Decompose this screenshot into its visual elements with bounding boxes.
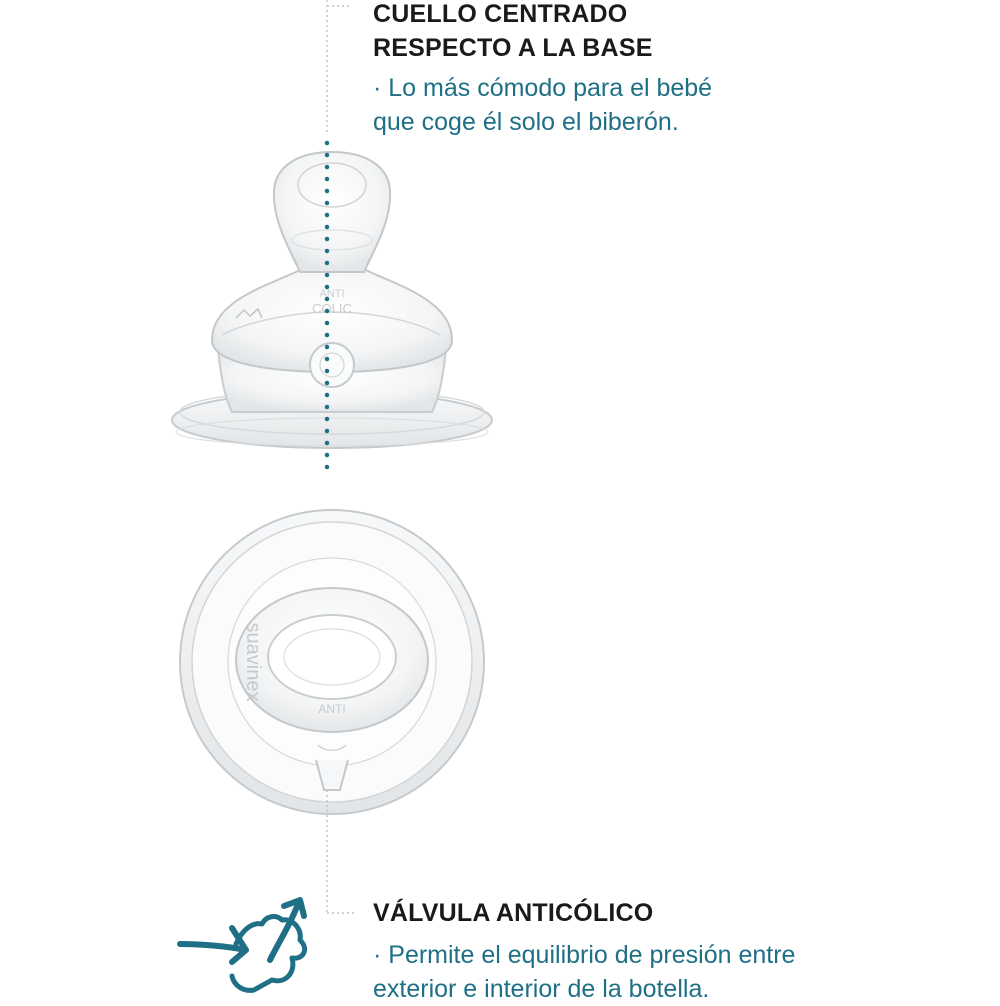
neck-centered-description xyxy=(373,71,712,139)
neck-centered-description-line-2: que coge él solo el biberón. xyxy=(373,108,679,136)
side-view-embossing-colic: COLIC xyxy=(312,301,352,316)
top-view-embossing-anti: ANTI xyxy=(318,702,346,716)
top-leader-line xyxy=(327,0,352,135)
anticolic-valve-description xyxy=(373,938,795,1006)
anticolic-valve-arrow-icon xyxy=(180,900,305,990)
neck-centered-heading-line-1: CUELLO CENTRADO xyxy=(373,0,628,28)
neck-centered-heading-line-2: RESPECTO A LA BASE xyxy=(373,34,653,62)
neck-centered-description-line-1: · Lo más cómodo para el bebé xyxy=(373,74,713,102)
anticolic-valve-heading: VÁLVULA ANTICÓLICO xyxy=(373,899,654,927)
anticolic-valve-description-line-1: · Permite el equilibrio de presión entre xyxy=(373,941,796,969)
nipple-side-view xyxy=(172,152,492,448)
neck-centered-heading xyxy=(373,0,653,65)
anticolic-valve-description-line-2: exterior e interior de la botella. xyxy=(373,975,710,1003)
top-view-embossing-brand: suavinex xyxy=(242,622,264,702)
nipple-top-view xyxy=(180,510,484,814)
side-view-embossing-anti: ANTI xyxy=(319,288,345,300)
